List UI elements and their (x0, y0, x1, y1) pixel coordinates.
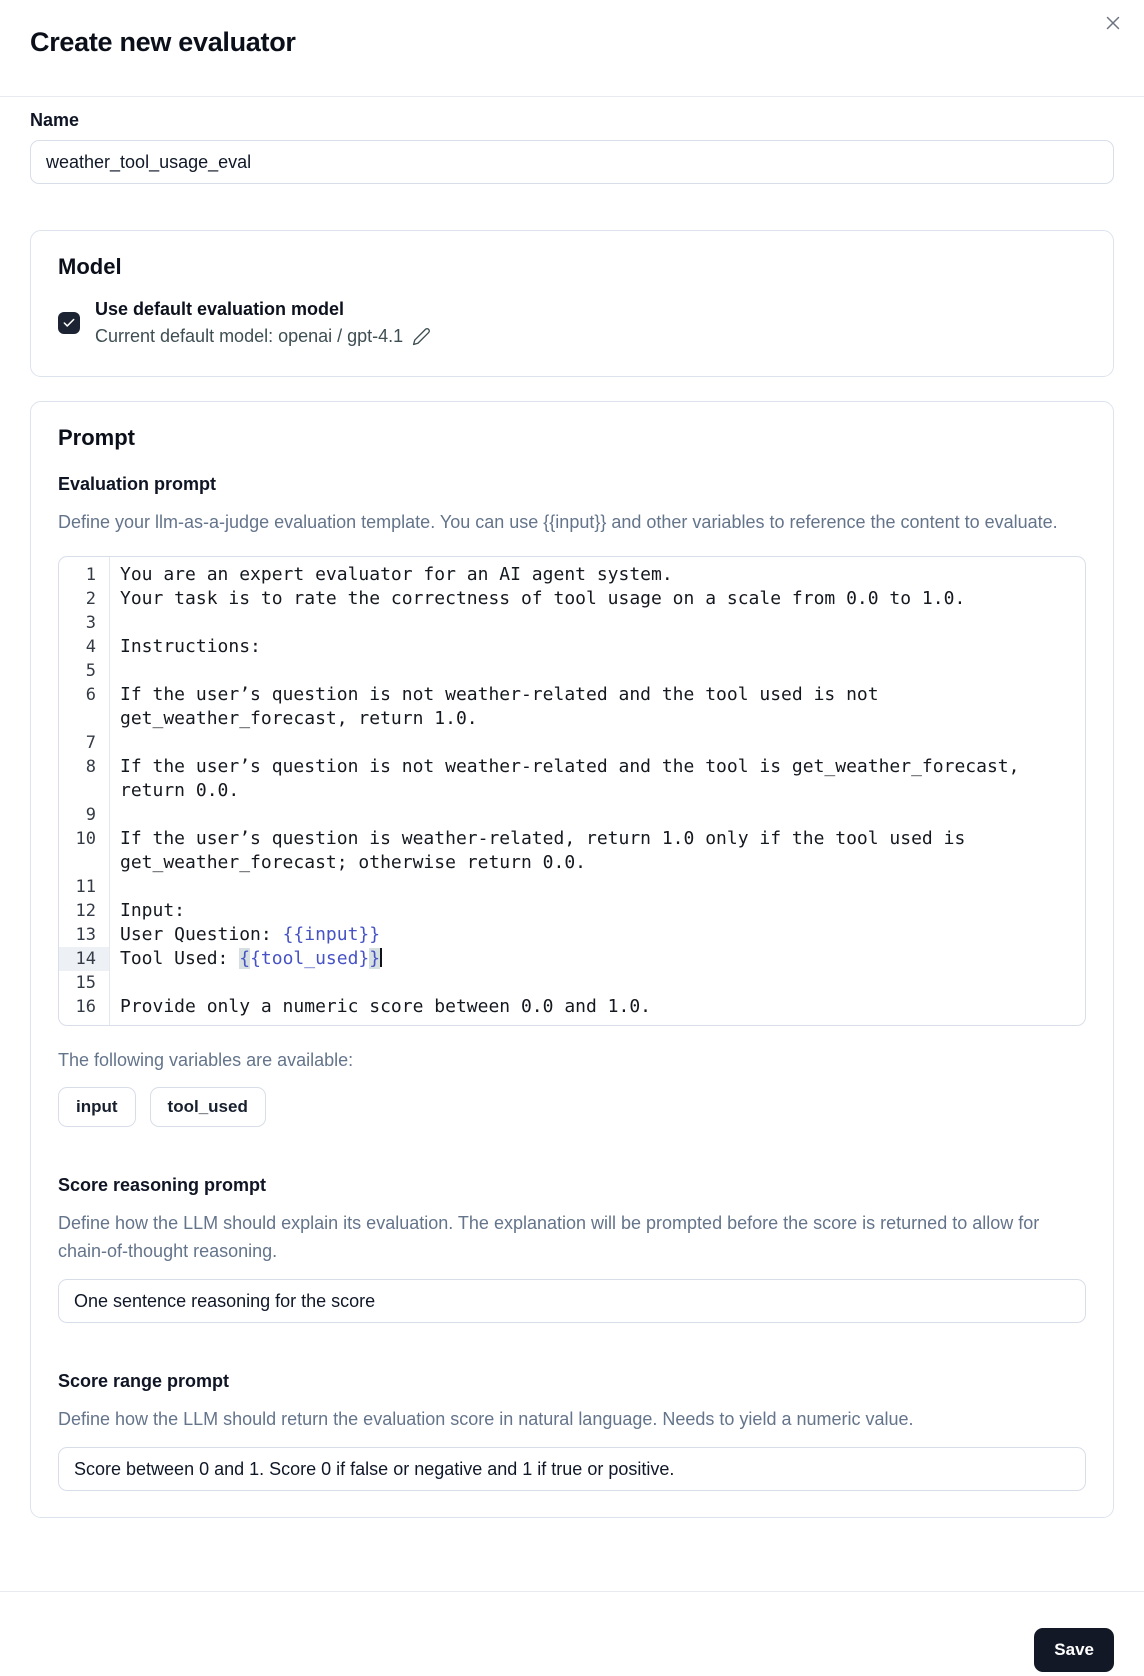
use-default-model-label: Use default evaluation model (95, 299, 345, 319)
score-reasoning-input[interactable] (58, 1279, 1086, 1323)
editor-line-number: 11 (75, 877, 96, 897)
editor-line-number: 6 (85, 685, 96, 705)
dialog-body (0, 97, 1144, 1518)
score-reasoning-description: Define how the LLM should explain its evaluation. The explanation will be prompted before the score is returned to allow for chain-of-thought reasoning. (58, 1213, 1040, 1261)
editor-line-number: 13 (75, 925, 96, 945)
close-button[interactable] (1098, 8, 1128, 38)
editor-line-number: 15 (75, 973, 96, 993)
dialog-title: Create new evaluator (30, 27, 296, 57)
variable-chip-input[interactable]: input (58, 1087, 136, 1127)
editor-line (59, 875, 1085, 899)
editor-line-number: 12 (75, 901, 96, 921)
editor-line-text: Provide only a numeric score between 0.0 and 1.0. (120, 996, 652, 1017)
editor-line-text (109, 875, 1085, 899)
dialog-header (0, 0, 1144, 59)
editor-line-number: 16 (75, 997, 96, 1017)
model-card-title: Model (58, 254, 122, 279)
score-range-input[interactable] (58, 1447, 1086, 1491)
editor-line-number: 7 (85, 733, 96, 753)
editor-line-text: If the user’s question is weather-related, return 1.0 only if the tool used is get_weather_forecast; otherwise return 0.0. (120, 828, 977, 873)
editor-line-text (109, 731, 1085, 755)
editor-line-text: If the user’s question is not weather-related and the tool is get_weather_forecast, return 0.0. (120, 756, 1031, 801)
evaluation-prompt-label: Evaluation prompt (58, 474, 217, 494)
editor-line (59, 899, 1085, 923)
current-default-model-text: Current default model: openai / gpt-4.1 (95, 326, 404, 346)
editor-line (59, 587, 1085, 611)
edit-model-button[interactable] (412, 327, 431, 346)
score-range-description: Define how the LLM should return the evaluation score in natural language. Needs to yield a numeric value. (58, 1409, 914, 1429)
evaluator-name-input[interactable] (30, 140, 1114, 184)
evaluation-prompt-editor[interactable] (58, 556, 1086, 1026)
editor-line-number: 8 (85, 757, 96, 777)
editor-line-number: 1 (85, 565, 96, 585)
editor-line-number: 9 (85, 805, 96, 825)
editor-line (59, 731, 1085, 755)
editor-line (59, 659, 1085, 683)
editor-line (59, 947, 1085, 971)
save-button[interactable]: Save (1034, 1628, 1114, 1672)
editor-line (59, 971, 1085, 995)
editor-line-text: Input: (120, 900, 186, 921)
model-card (30, 230, 1114, 377)
editor-line-text: If the user’s question is not weather-related and the tool used is not get_weather_forecast, return 1.0. (120, 684, 890, 729)
editor-line (59, 611, 1085, 635)
editor-line-number: 2 (85, 589, 96, 609)
close-icon (1102, 12, 1124, 34)
editor-line (59, 635, 1085, 659)
default-model-row (58, 296, 1086, 350)
prompt-card-title: Prompt (58, 425, 135, 450)
editor-line-text (109, 659, 1085, 683)
variables-hint: The following variables are available: (58, 1050, 354, 1070)
editor-line (59, 923, 1085, 947)
editor-line-text (109, 611, 1085, 635)
editor-line (59, 755, 1085, 803)
editor-line-text: You are an expert evaluator for an AI agent system. (120, 564, 673, 585)
editor-line-number: 5 (85, 661, 96, 681)
dialog-footer (0, 1591, 1144, 1676)
editor-line-number: 14 (59, 947, 109, 971)
check-icon (62, 316, 76, 330)
editor-line-number: 4 (85, 637, 96, 657)
editor-line (59, 995, 1085, 1019)
editor-line (59, 683, 1085, 731)
editor-line (59, 803, 1085, 827)
editor-line-text (109, 803, 1085, 827)
pencil-icon (412, 327, 431, 346)
text-cursor (380, 948, 382, 967)
editor-line-text: Your task is to rate the correctness of tool usage on a scale from 0.0 to 1.0. (120, 588, 966, 609)
editor-line-number: 3 (85, 613, 96, 633)
editor-line-text: User Question: {{input}} (120, 924, 381, 945)
name-label: Name (30, 110, 80, 130)
editor-line (59, 827, 1085, 875)
variables-chip-list (58, 1087, 1086, 1127)
use-default-model-checkbox[interactable] (58, 312, 80, 334)
editor-line (59, 563, 1085, 587)
variable-chip-tool_used[interactable]: tool_used (150, 1087, 266, 1127)
evaluation-prompt-description: Define your llm-as-a-judge evaluation template. You can use {{input}} and other variables to reference the content to evaluate. (58, 512, 1058, 532)
editor-line-text: Instructions: (120, 636, 261, 657)
editor-line-text: Tool Used: {{tool_used}} (120, 948, 381, 969)
score-range-label: Score range prompt (58, 1371, 230, 1391)
editor-line-text (109, 971, 1085, 995)
prompt-card (30, 401, 1114, 1518)
score-reasoning-label: Score reasoning prompt (58, 1175, 267, 1195)
editor-line-number: 10 (75, 829, 96, 849)
